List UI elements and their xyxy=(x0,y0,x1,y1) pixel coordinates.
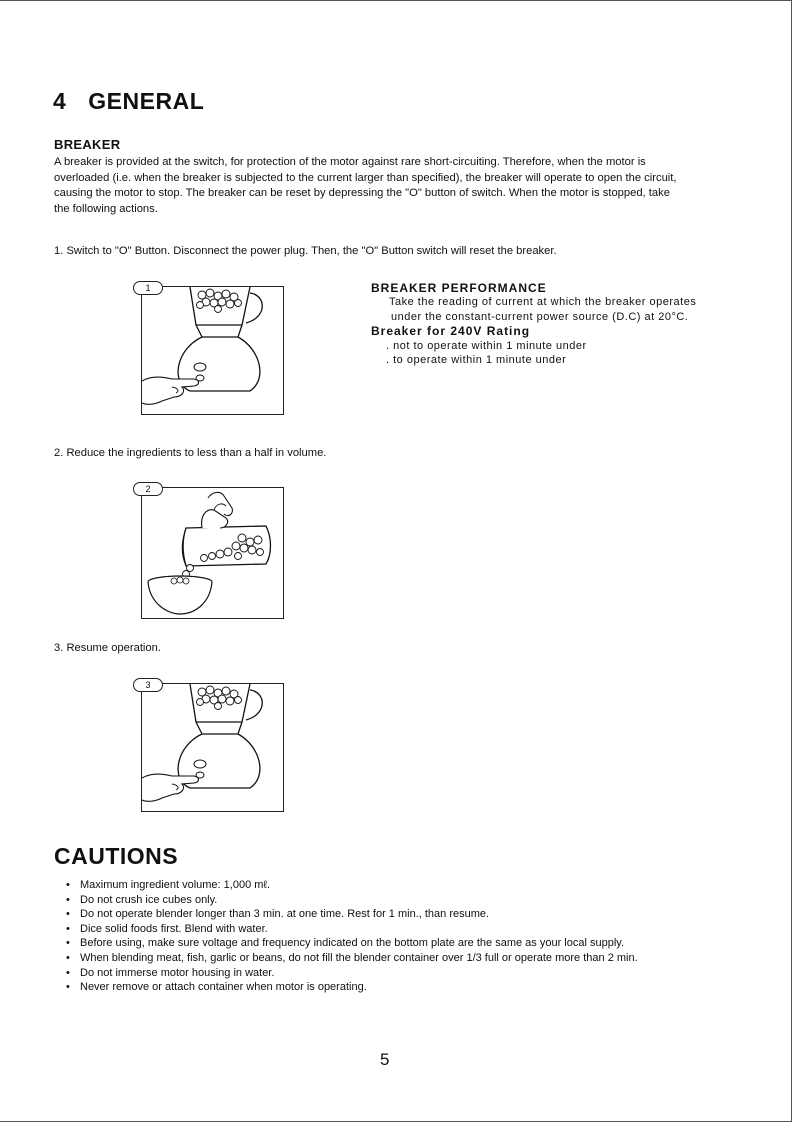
caution-item xyxy=(66,951,638,966)
rating-title: Breaker for 240V Rating xyxy=(371,324,531,338)
bullet-icon: • xyxy=(66,937,70,950)
section-title: GENERAL xyxy=(88,88,205,114)
caution-item xyxy=(66,966,638,981)
caution-item xyxy=(66,922,638,937)
paragraph-line: causing the motor to stop. The breaker can be reset by depressing the "O" button of switch. When the motor is stopped, take xyxy=(54,187,670,199)
step-1-text: 1. Switch to "O" Button. Disconnect the power plug. Then, the "O" Button switch will reset the breaker. xyxy=(54,245,557,257)
cautions-list xyxy=(66,878,638,995)
figure-3-tag: 3 xyxy=(133,678,163,692)
caution-text: Do not operate blender longer than 3 min. at one time. Rest for 1 min., than resume. xyxy=(80,908,490,921)
rating-item-1: . not to operate within 1 minute under xyxy=(386,340,587,352)
blender-switch-illustration xyxy=(142,287,283,414)
paragraph-line: overloaded (i.e. when the breaker is subjected to the current larger than specified), the breaker will operate to open the circuit, xyxy=(54,171,677,184)
breaker-performance-title: BREAKER PERFORMANCE xyxy=(371,281,547,295)
caution-text: Never remove or attach container when motor is operating. xyxy=(80,981,367,994)
caution-item xyxy=(66,980,638,995)
page-number: 5 xyxy=(380,1050,390,1069)
caution-text: Before using, make sure voltage and frequency indicated on the bottom plate are the same as your local supply. xyxy=(80,937,625,950)
breaker-paragraph xyxy=(54,155,744,217)
figure-1-tag: 1 xyxy=(133,281,163,295)
bullet-icon: • xyxy=(66,922,70,935)
figure-1 xyxy=(141,283,284,415)
bullet-icon: • xyxy=(66,893,70,906)
resume-operation-illustration xyxy=(142,684,283,811)
figure-2 xyxy=(141,484,284,619)
caution-text: When blending meat, fish, garlic or beans, do not fill the blender container over 1/3 full or operate more than 2 min. xyxy=(80,951,638,964)
caution-item xyxy=(66,936,638,951)
performance-line-1: Take the reading of current at which the breaker operates xyxy=(389,296,697,308)
rating-item-2: . to operate within 1 minute under xyxy=(386,354,567,366)
figure-3 xyxy=(141,680,284,812)
section-number: 4 xyxy=(53,88,67,114)
step-3-text: 3. Resume operation. xyxy=(54,642,161,654)
paragraph-line: A breaker is provided at the switch, for protection of the motor against rare short-circuiting. Therefore, when the motor is xyxy=(54,156,646,168)
caution-text: Maximum ingredient volume: 1,000 mℓ. xyxy=(80,879,271,891)
bullet-icon: • xyxy=(66,908,70,921)
section-heading xyxy=(53,88,204,115)
performance-line-2: under the constant-current power source (D.C) at 20°C. xyxy=(391,311,689,323)
bullet-icon: • xyxy=(66,966,70,979)
paragraph-line: the following actions. xyxy=(54,202,158,215)
breaker-heading: BREAKER xyxy=(54,137,121,152)
caution-item xyxy=(66,907,638,922)
caution-item xyxy=(66,878,638,893)
caution-text: Dice solid foods first. Blend with water. xyxy=(80,922,268,935)
caution-text: Do not crush ice cubes only. xyxy=(80,893,218,906)
bullet-icon: • xyxy=(66,951,70,964)
bullet-icon: • xyxy=(66,879,70,891)
step-2-text: 2. Reduce the ingredients to less than a half in volume. xyxy=(54,447,327,459)
caution-item xyxy=(66,893,638,908)
bullet-icon: • xyxy=(66,981,70,994)
pouring-ingredients-illustration xyxy=(142,488,283,618)
figure-2-tag: 2 xyxy=(133,482,163,496)
cautions-heading: CAUTIONS xyxy=(54,843,179,869)
caution-text: Do not immerse motor housing in water. xyxy=(80,966,275,979)
